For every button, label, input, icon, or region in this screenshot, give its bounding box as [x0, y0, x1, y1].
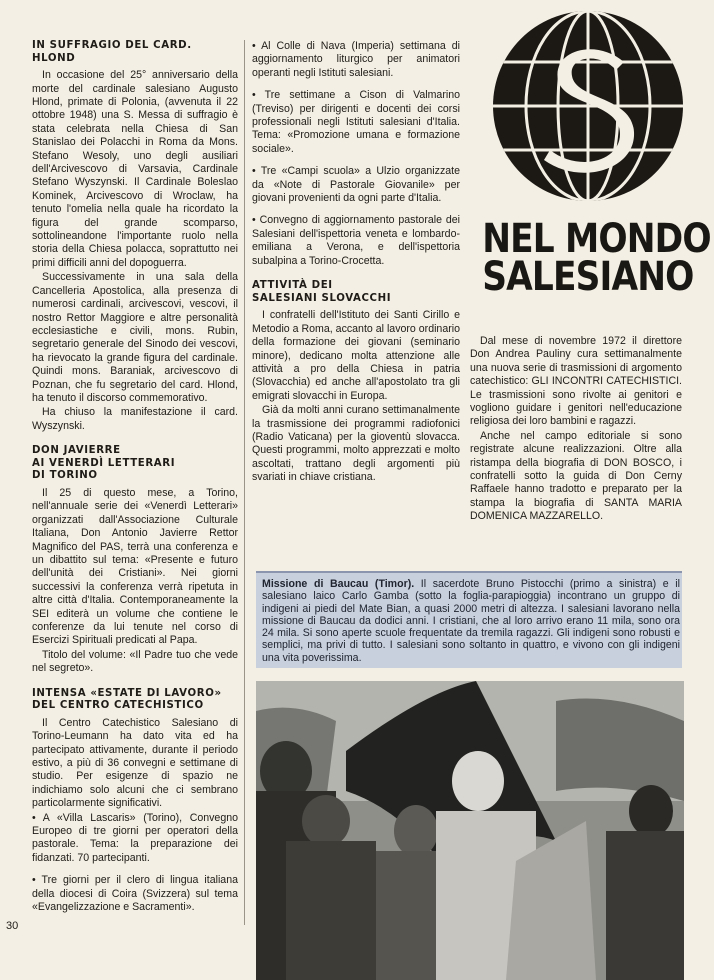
column-1	[32, 40, 238, 924]
paragraph: Il Centro Catechistico Salesiano di Torino-Leumann ha dato vita ed ha partecipato attivamente, durante il periodo estivo, a più di 36 convegni e settimane di studio. Per esigenze di spazio ne indichiamo solo alcuni che ci sembrano particolarmente significativi.	[32, 716, 238, 810]
section-title-estate	[32, 688, 238, 713]
column-2	[252, 40, 460, 486]
title-line: AI VENERDÌ LETTERARI	[32, 457, 176, 469]
column-divider	[244, 40, 245, 925]
caption-text: Il sacerdote Bruno Pistocchi (primo a sinistra) e il salesiano laico Carlo Gamba (sotto la foglia-parapioggia) incontrano un gruppo di indigeni ai piedi del Mate Bian, a quasi 2000 metri di altezza. I salesiani lavorano nella missione di Baucau da dodici anni. I cristiani, che al loro arrivo erano 11 mila, sono ora 24 mila. Si sono aperte scuole frequentate da tremila ragazzi. Gli indigeni sono robusti e semplici, ma privi di tutto. I salesiani sono soltanto in quattro, e vivono con gli indigeni una vita poverissima.	[262, 578, 681, 664]
list-item: • Convegno di aggiornamento pastorale dei Salesiani dell'ispettoria veneta e lombardo-emiliana a Verona, e dell'ispettoria subalpina a Torino-Crocetta.	[252, 214, 460, 268]
paragraph: In occasione del 25° anniversario della morte del cardinale salesiano Augusto Hlond, primate di Polonia, (avvenuta il 22 ottobre 1948) una S. Messa di suffragio è stata celebrata nella Chiesa di San Stanislao dei Polacchi in Roma da Mons. Stefano Wesoly, uno degli ausiliari dell'Arcivescovo di Varsavia, Cardinale Stefano Wyszynski. Il Cardinale Boleslao Kominek, Arcivescovo di Wroclaw, ha tenuto l'omelia nella quale ha ricordato la figura del grande scomparso, sottolineandone l'importante ruolo nella storia della Chiesa polacca, soprattutto nei primi difficili anni del dopoguerra.	[32, 69, 238, 269]
paragraph: Dal mese di novembre 1972 il direttore Don Andrea Pauliny cura settimanalmente una nuova serie di trasmissioni di argomento catechistico: GLI INCONTRI CATECHISTICI. Le trasmissioni sono rivolte ai genitori e vogliono guidare i genitori nell'educazione religiosa dei loro bambini e ragazzi.	[470, 335, 682, 428]
paragraph: Ha chiuso la manifestazione il card. Wyszynski.	[32, 406, 238, 432]
list-item: • A «Villa Lascaris» (Torino), Convegno Europeo di tre giorni per operatori della pastorale. Tema: la preparazione dei fidanzati. 70 partecipanti.	[32, 812, 238, 866]
caption-title: Missione di Baucau (Timor).	[262, 578, 415, 590]
paragraph: I confratelli dell'Istituto dei Santi Cirillo e Metodio a Roma, accanto al lavoro ordinario della formazione dei giovani (seminario minore), dedicano molta attenzione alle attività a pro della Chiesa in patria (Slovacchia) ed anche all'apostolato tra gli emigrati slovacchi in Europa.	[252, 309, 460, 402]
paragraph: Anche nel campo editoriale si sono registrate alcune realizzazioni. Oltre alla ristampa della biografia di DON BOSCO, i confratelli sotto la guida di Don Cerny Raffaele hanno tradotto e preparato per la stampa la biografia di SANTA MARIA DOMENICA MAZZARELLO.	[470, 429, 682, 523]
list-item: • Tre «Campi scuola» a Ulzio organizzate da «Note di Pastorale Giovanile» per giovani provenienti da ogni parte d'Italia.	[252, 165, 460, 205]
globe-grid	[492, 10, 684, 202]
title-line: DEL CENTRO CATECHISTICO	[32, 700, 204, 712]
paragraph: Già da molti anni curano settimanalmente la trasmissione dei programmi radiofonici (Radio Vaticana) per la gioventù slovacca. Questi programmi, molto apprezzati e molto ascoltati, trattano degli argomenti più svariati in chiave cristiana.	[252, 404, 460, 484]
list-item: • Tre settimane a Cison di Valmarino (Treviso) per dirigenti e docenti dei corsi professionali negli Istituti salesiani d'Italia. Tema: «Promozione umana e formazione sociale».	[252, 89, 460, 156]
column-3	[470, 335, 682, 525]
list-item: • Tre giorni per il clero di lingua italiana della diocesi di Coira (Svizzera) sul tema «Evangelizzazione e Sacramenti».	[32, 874, 238, 914]
page-number: 30	[6, 920, 19, 932]
title-line: DON JAVIERRE	[32, 445, 121, 457]
section-title-hlond: IN SUFFRAGIO DEL CARD. HLOND	[32, 40, 192, 64]
bullet-list	[32, 812, 238, 915]
bullet-list	[252, 40, 460, 268]
paragraph: Successivamente in una sala della Cancelleria Apostolica, alla presenza di numerosi cardinali, arcivescovi, vescovi, il nostro Rettor Maggiore e altre personalità ecclesiastiche e civili, mons. Rubin, segretario generale del Sinodo dei vescovi, ha rievocato la grande figura del cardinale. Quindi mons. Baraniak, arcivescovo di Poznan, che fu segretario del card. Hlond, ha tenuto il discorso commemorativo.	[32, 271, 238, 404]
paragraph: Titolo del volume: «Il Padre tuo che vede nel segreto».	[32, 648, 238, 675]
section-title-slovacchi	[252, 280, 460, 305]
masthead-line: SALESIANO	[482, 254, 694, 300]
list-item: • Al Colle di Nava (Imperia) settimana di aggiornamento liturgico per animatori operanti negli Istituti salesiani.	[252, 40, 460, 80]
photo-caption	[262, 578, 680, 664]
paragraph: Il 25 di questo mese, a Torino, nell'annuale serie dei «Venerdì Letterari» organizzati dall'Associazione Culturale Italiana, Don Antonio Javierre Rettor Magnifico del PAS, terrà una conferenza e un dibattito sul tema: «Presente e futuro dell'unità dei Cristiani». Nei giorni successivi la conferenza verrà ripetuta in altre città d'Italia. Contemporaneamente la SEI editerà un volume che contiene le conferenze da lui tenute nel corso di Esercizi Spirituali predicati al Papa.	[32, 486, 238, 647]
title-line: ATTIVITÀ DEI	[252, 280, 333, 292]
salesian-globe-logo	[492, 10, 684, 202]
masthead-line: NEL MONDO	[482, 216, 711, 262]
title-line: DI TORINO	[32, 470, 98, 482]
mission-photo	[256, 681, 684, 980]
title-line: SALESIANI SLOVACCHI	[252, 292, 392, 304]
title-line: INTENSA «ESTATE DI LAVORO»	[32, 687, 222, 699]
masthead-title	[482, 216, 711, 300]
section-title-javierre	[32, 445, 238, 483]
